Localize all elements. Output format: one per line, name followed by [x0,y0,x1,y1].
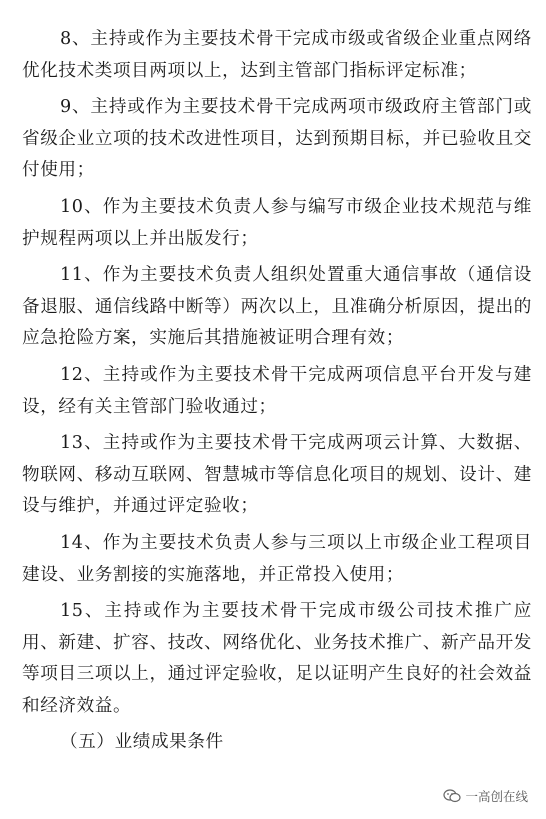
list-item-8: 8、主持或作为主要技术骨干完成市级或省级企业重点网络优化技术类项目两项以上，达到主管部门指标评定标准； [22,29,532,81]
list-item-12: 12、主持或作为主要技术骨干完成两项信息平台开发与建设，经有关主管部门验收通过； [22,364,532,417]
list-item-9: 9、主持或作为主要技术骨干完成两项市级政府主管部门或省级企业立项的技术改进性项目，达到预期目标，并已验收且交付使用； [22,97,532,181]
section-heading: （五）业绩成果条件 [60,732,224,753]
list-item-10: 10、作为主要技术负责人参与编写市级企业技术规范与维护规程两项以上并出版发行； [22,196,532,249]
list-item-13: 13、主持或作为主要技术骨干完成两项云计算、大数据、物联网、移动互联网、智慧城市等信息化项目的规划、设计、建设与维护，并通过评定验收； [22,433,532,517]
watermark [443,787,528,805]
watermark-text: 一高创在线 [465,789,528,804]
list-item-15: 15、主持或作为主要技术骨干完成市级公司技术推广应用、新建、扩容、技改、网络优化、业务技术推广、新产品开发等项目三项以上，通过评定验收，足以证明产生良好的社会效益和经济效益。 [22,601,532,716]
list-item-11: 11、作为主要技术负责人组织处置重大通信事故（通信设备退服、通信线路中断等）两次以上，且准确分析原因，提出的应急抢险方案，实施后其措施被证明合理有效； [22,265,532,349]
list-item-14: 14、作为主要技术负责人参与三项以上市级企业工程项目建设、业务割接的实施落地，并正常投入使用； [22,532,532,585]
document-body [22,24,532,759]
wechat-icon [443,789,461,803]
